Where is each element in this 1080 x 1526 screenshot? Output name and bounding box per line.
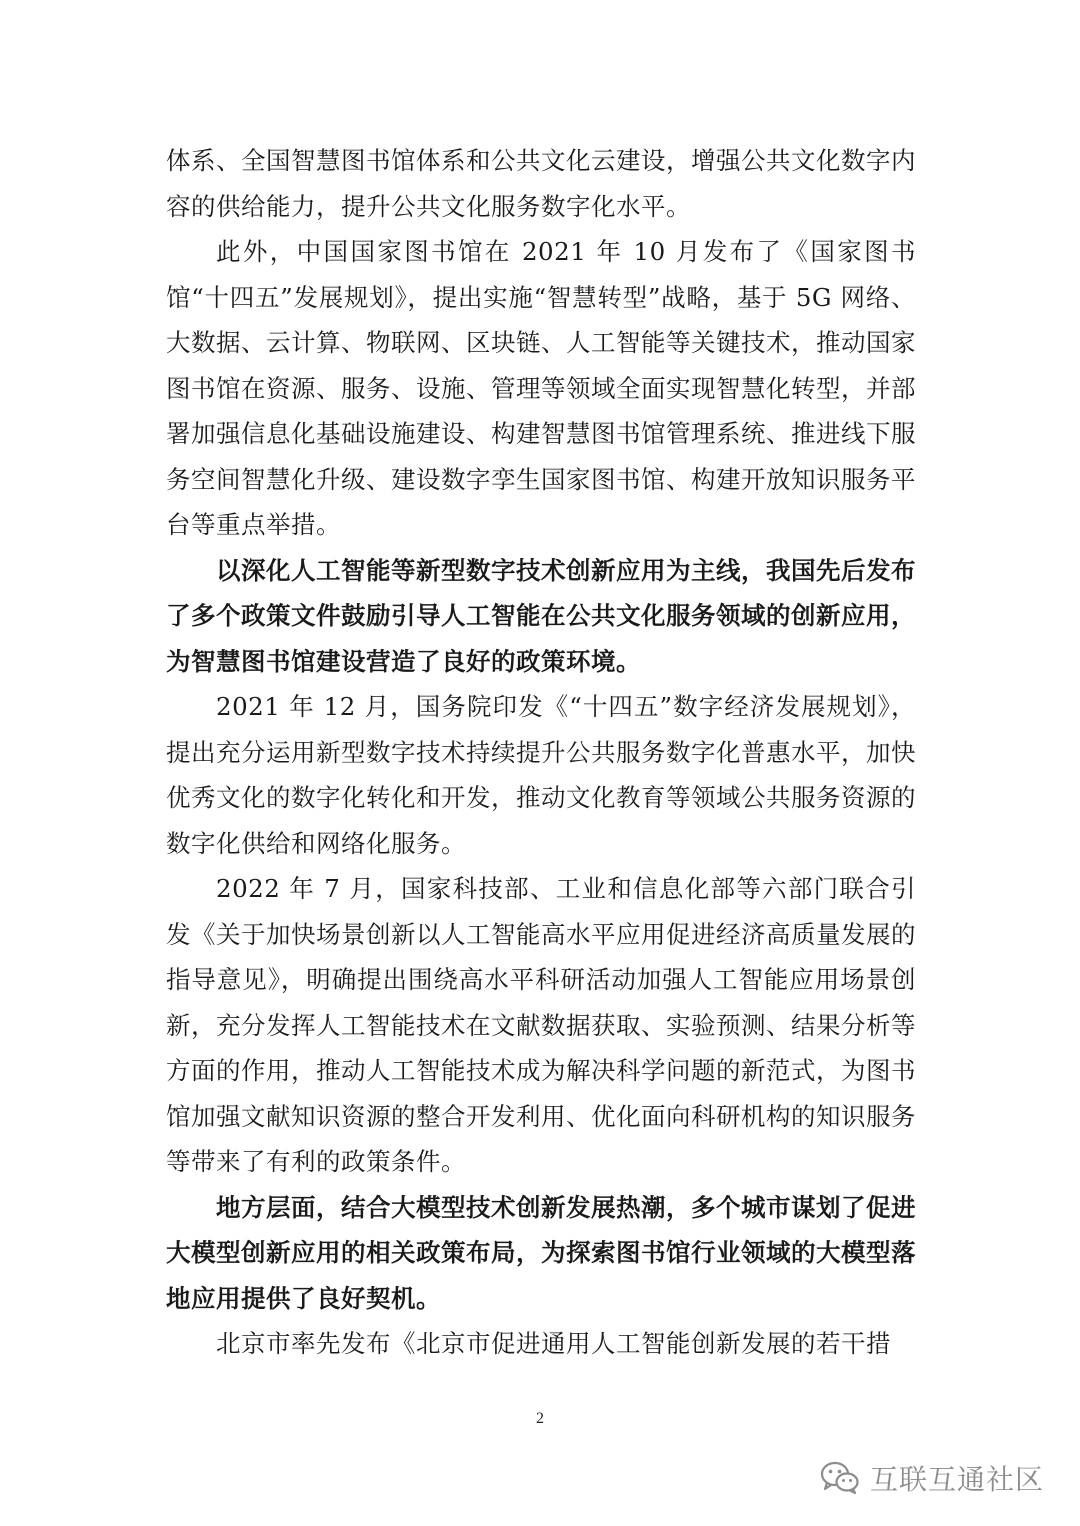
paragraph-5: 2022 年 7 月，国家科技部、工业和信息化部等六部门联合引发《关于加快场景创新以人工智能高水平应用促进经济高质量发展的指导意见》，明确提出围绕高水平科研活动加强人工智能应用场景创新，充分发挥人工智能技术在文献数据获取、实验预测、结果分析等方面的作用，推动人工智能技术成为解决科学问题的新范式，为图书馆加强文献知识资源的整合开发利用、优化面向科研机构的知识服务等带来了有利的政策条件。 [166,874,916,1176]
document-body [166,138,916,1367]
paragraph-1: 体系、全国智慧图书馆体系和公共文化云建设，增强公共文化数字内容的供给能力，提升公共文化服务数字化水平。 [166,146,916,221]
paragraph-3-bold: 以深化人工智能等新型数字技术创新应用为主线，我国先后发布了多个政策文件鼓励引导人工智能在公共文化服务领域的创新应用，为智慧图书馆建设营造了良好的政策环境。 [166,555,916,676]
wechat-icon [820,1461,860,1495]
watermark-text: 互联互通社区 [869,1463,1044,1496]
paragraph-6-bold: 地方层面，结合大模型技术创新发展热潮，多个城市谋划了促进大模型创新应用的相关政策布局，为探索图书馆行业领域的大模型落地应用提供了良好契机。 [166,1192,916,1313]
paragraph-2: 此外，中国国家图书馆在 2021 年 10 月发布了《国家图书馆“十四五”发展规划》，提出实施“智慧转型”战略，基于 5G 网络、大数据、云计算、物联网、区块链、人工智能等关键技术，推动国家图书馆在资源、服务、设施、管理等领域全面实现智慧化转型，并部署加强信息化基础设施建设、构建智慧图书馆管理系统、推进线下服务空间智慧化升级、建设数字孪生国家图书馆、构建开放知识服务平台等重点举措。 [166,237,916,539]
page-number: 2 [536,1410,544,1427]
watermark [820,1458,1044,1498]
paragraph-4: 2021 年 12 月，国务院印发《“十四五”数字经济发展规划》，提出充分运用新型数字技术持续提升公共服务数字化普惠水平，加快优秀文化的数字化转化和开发，推动文化教育等领域公共服务资源的数字化供给和网络化服务。 [166,692,916,858]
paragraph-7: 北京市率先发布《北京市促进通用人工智能创新发展的若干措 [216,1329,891,1358]
